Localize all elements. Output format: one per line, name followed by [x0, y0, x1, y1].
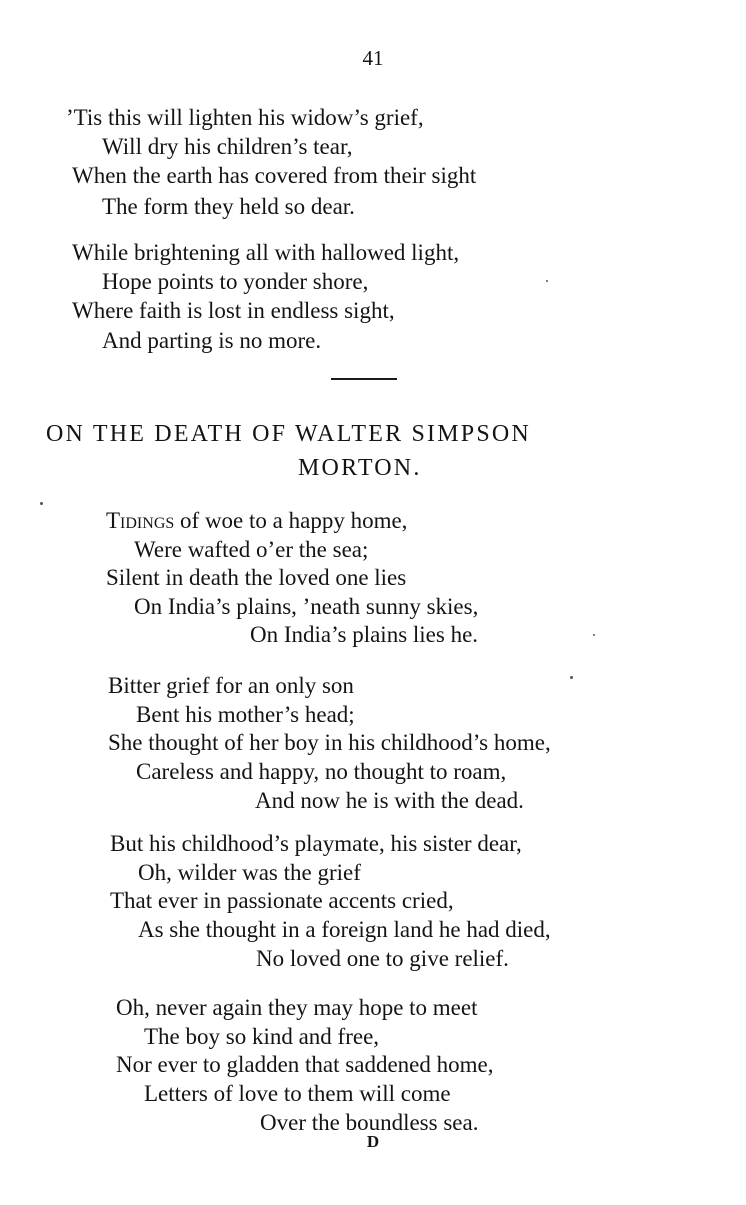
section-divider — [331, 378, 397, 380]
signature-mark: D — [366, 1132, 380, 1151]
poem2-line: Were wafted o’er the sea; — [134, 537, 369, 562]
poem2-line: Oh, never again they may hope to meet — [116, 995, 478, 1020]
poem1-line: ’Tis this will lighten his widow’s grief, — [66, 105, 424, 130]
poem2-line: No loved one to give relief. — [256, 946, 509, 971]
poem2-line: The boy so kind and free, — [144, 1024, 380, 1049]
poem2-line: That ever in passionate accents cried, — [110, 888, 454, 913]
poem2-line: And now he is with the dead. — [255, 788, 524, 813]
poem2-line: She thought of her boy in his childhood’s home, — [108, 730, 551, 755]
print-speck — [40, 502, 43, 505]
poem2-first-line-rest: of woe to a happy home, — [174, 508, 408, 533]
poem2-line: Careless and happy, no thought to roam, — [136, 759, 507, 784]
poem2-line: Silent in death the loved one lies — [106, 565, 407, 590]
poem2-line: Bent his mother’s head; — [136, 702, 355, 727]
poem2-line: Letters of love to them will come — [144, 1081, 451, 1106]
poem1-line: Will dry his children’s tear, — [102, 134, 353, 159]
print-speck — [570, 676, 573, 679]
page-number: 41 — [362, 46, 384, 70]
poem1-line: And parting is no more. — [102, 328, 322, 353]
poem2-line: On India’s plains, ’neath sunny skies, — [134, 594, 479, 619]
poem1-line: Hope points to yonder shore, — [102, 269, 369, 294]
print-speck — [593, 634, 595, 636]
poem2-line: Nor ever to gladden that saddened home, — [116, 1052, 494, 1077]
poem1-line: The form they held so dear. — [102, 194, 355, 219]
poem2-line: Oh, wilder was the grief — [138, 860, 361, 885]
print-speck — [546, 280, 548, 282]
poem2-line: On India’s plains lies he. — [250, 622, 479, 647]
poem2-line: But his childhood’s playmate, his sister dear, — [110, 831, 522, 856]
poem1-line: While brightening all with hallowed light, — [72, 240, 460, 265]
poem2-line: As she thought in a foreign land he had died, — [138, 917, 551, 942]
poem-title-line1: ON THE DEATH OF WALTER SIMPSON — [46, 421, 531, 447]
poem2-line: Over the boundless sea. — [260, 1110, 479, 1135]
poem1-line: When the earth has covered from their sight — [72, 163, 477, 188]
poem1-line: Where faith is lost in endless sight, — [72, 298, 395, 323]
poem2-first-word: Tidings — [106, 508, 175, 533]
poem2-line: Bitter grief for an only son — [108, 673, 354, 698]
poem2-first-line — [106, 506, 407, 535]
poem-title-line2: MORTON. — [298, 455, 422, 481]
